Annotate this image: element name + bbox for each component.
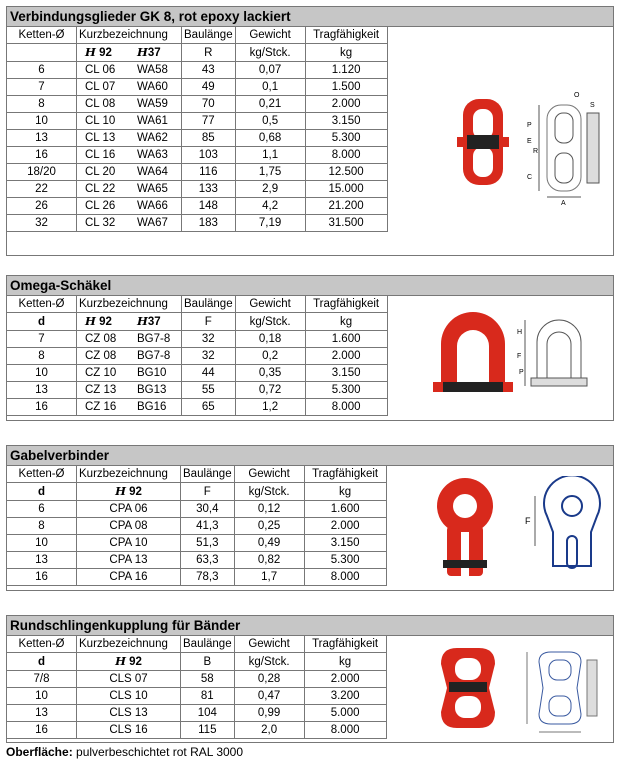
table-row <box>7 130 388 147</box>
cell-b: 41,3 <box>181 518 235 535</box>
cell-t: 1.120 <box>305 62 387 79</box>
cell-d: 7/8 <box>7 671 77 688</box>
brand-symbol-icon: H <box>137 45 148 59</box>
cell-k1: CL 08 <box>85 98 116 110</box>
table-header-row <box>7 27 388 44</box>
section-title: Gabelverbinder <box>6 445 614 465</box>
cell-k2: BG16 <box>137 401 167 413</box>
header-cell: Tragfähigkeit <box>304 466 386 483</box>
cell-k1: CPA 06 <box>77 501 181 518</box>
header-cell: Kurzbezeichnung <box>77 636 181 653</box>
cell-d: 13 <box>7 382 77 399</box>
cell-g: 4,2 <box>235 198 305 215</box>
cell-b: 32 <box>182 331 236 348</box>
round-sling-coupling-diagram <box>527 652 597 732</box>
table-row <box>7 215 388 232</box>
header-cell: d <box>7 313 77 331</box>
section-title: Rundschlingenkupplung für Bänder <box>6 615 614 635</box>
table-row <box>7 164 388 181</box>
cell-k1: CLS 07 <box>77 671 181 688</box>
cell-d: 13 <box>7 130 77 147</box>
cell-b: 49 <box>182 79 236 96</box>
cell-b: 65 <box>182 399 236 416</box>
header-cell: Gewicht <box>235 296 305 313</box>
cell-b: 183 <box>182 215 236 232</box>
cell-k2: BG7-8 <box>137 350 171 362</box>
header-cell: Gewicht <box>234 466 304 483</box>
omega-shackle-diagram <box>517 320 587 386</box>
table-row <box>7 62 388 79</box>
clevis-connector-photo <box>437 478 493 576</box>
header-cell: kg <box>305 44 387 62</box>
cell-t: 5.300 <box>305 382 387 399</box>
table-row <box>7 382 388 399</box>
cell-k1: CL 20 <box>85 166 116 178</box>
cell-d: 6 <box>7 501 77 518</box>
cell-b: 55 <box>182 382 236 399</box>
cell-g: 7,19 <box>235 215 305 232</box>
svg-text:E: E <box>527 138 532 145</box>
cell-t: 1.500 <box>305 79 387 96</box>
cell-t: 2.000 <box>305 348 387 365</box>
cell-k1: CZ 08 <box>85 350 117 362</box>
table-row <box>7 688 387 705</box>
cell-d: 7 <box>7 79 77 96</box>
cell-b: 43 <box>182 62 236 79</box>
cell-d: 6 <box>7 62 77 79</box>
table-subheader-row: d H 92 F kg/Stck. kg <box>7 483 387 501</box>
header-cell: Tragfähigkeit <box>304 636 386 653</box>
cell-b: 103 <box>182 147 236 164</box>
table-row <box>7 535 387 552</box>
cell-b: 51,3 <box>181 535 235 552</box>
cell-t: 3.150 <box>305 365 387 382</box>
cell-g: 0,21 <box>235 96 305 113</box>
cell-g: 1,7 <box>234 569 304 586</box>
cell-d: 8 <box>7 348 77 365</box>
cell-d: 7 <box>7 331 77 348</box>
cell-t: 2.000 <box>304 671 386 688</box>
cell-t: 1.600 <box>304 501 386 518</box>
cell-k1: CPA 08 <box>77 518 181 535</box>
header-cell: F <box>182 313 236 331</box>
cell-k2: WA61 <box>137 115 168 127</box>
cell-b: 115 <box>181 722 235 739</box>
cell-k1: CLS 10 <box>77 688 181 705</box>
cell-d: 16 <box>7 147 77 164</box>
cell-g: 0,1 <box>235 79 305 96</box>
cell-g: 0,35 <box>235 365 305 382</box>
svg-text:S: S <box>590 102 595 109</box>
section-gabelverbinder <box>6 445 614 591</box>
header-cell: Gewicht <box>235 27 305 44</box>
cell-g: 0,99 <box>234 705 304 722</box>
cell-k1: CZ 08 <box>85 333 117 345</box>
cell-g: 0,25 <box>234 518 304 535</box>
cell-d: 10 <box>7 365 77 382</box>
table-subheader-row: d H 92 H37 F kg/Stck. kg <box>7 313 388 331</box>
cell-d: 16 <box>7 399 77 416</box>
cell-k2: WA65 <box>137 183 168 195</box>
svg-text:O: O <box>574 92 580 99</box>
connecting-link-photo <box>457 99 509 185</box>
cell-g: 0,49 <box>234 535 304 552</box>
cell-b: 32 <box>182 348 236 365</box>
table-row <box>7 705 387 722</box>
header-cell: F <box>181 483 235 501</box>
cell-k1: CL 06 <box>85 64 116 76</box>
cell-g: 1,1 <box>235 147 305 164</box>
table-header-row <box>7 296 388 313</box>
section-rundschlingenkupplung <box>6 615 614 743</box>
svg-text:F: F <box>517 353 522 360</box>
cell-k2: WA64 <box>137 166 168 178</box>
cell-g: 0,82 <box>234 552 304 569</box>
header-cell: kg/Stck. <box>235 313 305 331</box>
cell-b: 85 <box>182 130 236 147</box>
svg-text:R: R <box>533 148 539 155</box>
header-cell: kg <box>305 313 387 331</box>
table-row <box>7 96 388 113</box>
cell-k2: BG10 <box>137 367 167 379</box>
cell-t: 3.150 <box>305 113 387 130</box>
header-cell: Tragfähigkeit <box>305 27 387 44</box>
svg-text:A: A <box>561 200 566 207</box>
cell-t: 21.200 <box>305 198 387 215</box>
header-cell: Baulänge <box>181 466 235 483</box>
table-row <box>7 501 387 518</box>
section-title: Verbindungsglieder GK 8, rot epoxy lackiert <box>6 6 614 26</box>
brand-symbol-icon: H <box>115 654 126 668</box>
header-cell: kg <box>304 653 386 671</box>
cell-k1: CL 22 <box>85 183 116 195</box>
cell-k1: CZ 13 <box>85 384 117 396</box>
cell-d: 8 <box>7 96 77 113</box>
header-cell: kg/Stck. <box>235 44 305 62</box>
cell-k2: WA63 <box>137 149 168 161</box>
cell-b: 116 <box>182 164 236 181</box>
cell-k1: CPA 10 <box>77 535 181 552</box>
svg-text:H: H <box>517 329 523 336</box>
product-table <box>6 26 388 232</box>
cell-d: 10 <box>7 535 77 552</box>
cell-g: 0,18 <box>235 331 305 348</box>
cell-d: 10 <box>7 113 77 130</box>
section-title: Omega-Schäkel <box>6 275 614 295</box>
table-row <box>7 331 388 348</box>
cell-g: 0,5 <box>235 113 305 130</box>
cell-k1: CLS 16 <box>77 722 181 739</box>
cell-g: 1,2 <box>235 399 305 416</box>
cell-d: 13 <box>7 552 77 569</box>
cell-g: 0,12 <box>234 501 304 518</box>
connecting-link-diagram <box>527 92 599 207</box>
table-row <box>7 722 387 739</box>
round-sling-coupling-photo <box>441 648 495 728</box>
cell-k1: CL 26 <box>85 200 116 212</box>
cell-k1: CPA 16 <box>77 569 181 586</box>
omega-shackle-photo <box>433 312 513 392</box>
table-header-row <box>7 466 387 483</box>
product-images <box>427 476 611 588</box>
cell-k2: WA66 <box>137 200 168 212</box>
clevis-connector-diagram <box>525 476 600 568</box>
cell-d: 8 <box>7 518 77 535</box>
cell-d: 32 <box>7 215 77 232</box>
cell-k1: CL 13 <box>85 132 116 144</box>
cell-k2: BG13 <box>137 384 167 396</box>
cell-t: 2.000 <box>305 96 387 113</box>
cell-g: 0,28 <box>234 671 304 688</box>
cell-k1: CLS 13 <box>77 705 181 722</box>
cell-d: 26 <box>7 198 77 215</box>
header-cell: kg/Stck. <box>234 483 304 501</box>
header-cell: Kurzbezeichnung <box>77 296 182 313</box>
cell-t: 5.300 <box>305 130 387 147</box>
svg-text:C: C <box>527 174 533 181</box>
surface-text: pulverbeschichtet rot RAL 3000 <box>72 745 244 759</box>
header-cell: kg/Stck. <box>234 653 304 671</box>
header-cell: Tragfähigkeit <box>305 296 387 313</box>
section-omega-schaekel <box>6 275 614 421</box>
table-header-row <box>7 636 387 653</box>
cell-k1: CL 07 <box>85 81 116 93</box>
header-cell: B <box>181 653 235 671</box>
header-cell: Kurzbezeichnung <box>77 466 181 483</box>
table-row <box>7 181 388 198</box>
table-row <box>7 198 388 215</box>
cell-t: 3.150 <box>304 535 386 552</box>
header-cell: Kurzbezeichnung <box>77 27 182 44</box>
cell-d: 10 <box>7 688 77 705</box>
cell-k2: WA60 <box>137 81 168 93</box>
product-images <box>447 87 611 207</box>
cell-k2: WA59 <box>137 98 168 110</box>
brand-symbol-icon: H <box>85 45 96 59</box>
cell-t: 15.000 <box>305 181 387 198</box>
cell-b: 148 <box>182 198 236 215</box>
brand-symbol-icon: H <box>85 314 96 328</box>
cell-k2: WA62 <box>137 132 168 144</box>
header-cell: Ketten-Ø <box>7 296 77 313</box>
cell-g: 0,2 <box>235 348 305 365</box>
table-row <box>7 365 388 382</box>
cell-b: 70 <box>182 96 236 113</box>
cell-k1: CL 16 <box>85 149 116 161</box>
cell-t: 5.000 <box>304 705 386 722</box>
table-row <box>7 552 387 569</box>
cell-t: 5.300 <box>304 552 386 569</box>
cell-k1: CZ 10 <box>85 367 117 379</box>
cell-t: 8.000 <box>305 147 387 164</box>
table-row <box>7 348 388 365</box>
table-row <box>7 113 388 130</box>
cell-t: 31.500 <box>305 215 387 232</box>
cell-g: 0,72 <box>235 382 305 399</box>
cell-k1: CL 32 <box>85 217 116 229</box>
table-row <box>7 569 387 586</box>
header-cell: Baulänge <box>182 27 236 44</box>
surface-note <box>6 745 243 759</box>
cell-k1: CZ 16 <box>85 401 117 413</box>
cell-g: 2,0 <box>234 722 304 739</box>
cell-t: 8.000 <box>305 399 387 416</box>
header-cell <box>7 44 77 62</box>
cell-g: 2,9 <box>235 181 305 198</box>
product-table <box>6 465 387 586</box>
table-row <box>7 399 388 416</box>
cell-d: 22 <box>7 181 77 198</box>
cell-g: 0,68 <box>235 130 305 147</box>
svg-text:P: P <box>519 369 524 376</box>
table-row <box>7 79 388 96</box>
table-row <box>7 671 387 688</box>
table-row <box>7 147 388 164</box>
cell-b: 44 <box>182 365 236 382</box>
header-cell: Baulänge <box>181 636 235 653</box>
header-cell: Ketten-Ø <box>7 636 77 653</box>
cell-b: 58 <box>181 671 235 688</box>
cell-g: 1,75 <box>235 164 305 181</box>
header-cell: d <box>7 483 77 501</box>
product-table <box>6 295 388 416</box>
cell-k2: WA58 <box>137 64 168 76</box>
product-images <box>427 644 611 740</box>
brand-symbol-icon: H <box>137 314 148 328</box>
cell-b: 81 <box>181 688 235 705</box>
cell-k1: CL 10 <box>85 115 116 127</box>
header-cell: Ketten-Ø <box>7 466 77 483</box>
header-cell: Gewicht <box>234 636 304 653</box>
product-table <box>6 635 387 739</box>
surface-label: Oberfläche: <box>6 745 73 759</box>
cell-d: 13 <box>7 705 77 722</box>
header-cell: R <box>182 44 236 62</box>
cell-t: 1.600 <box>305 331 387 348</box>
cell-d: 16 <box>7 722 77 739</box>
header-cell: Baulänge <box>182 296 236 313</box>
cell-k2: BG7-8 <box>137 333 171 345</box>
header-cell: Ketten-Ø <box>7 27 77 44</box>
cell-b: 104 <box>181 705 235 722</box>
cell-g: 0,07 <box>235 62 305 79</box>
section-verbindungsglieder <box>6 6 614 256</box>
cell-b: 63,3 <box>181 552 235 569</box>
header-cell: kg <box>304 483 386 501</box>
cell-d: 16 <box>7 569 77 586</box>
brand-symbol-icon: H <box>115 484 126 498</box>
table-subheader-row: H 92 H37 R kg/Stck. kg <box>7 44 388 62</box>
cell-t: 8.000 <box>304 569 386 586</box>
table-row <box>7 518 387 535</box>
cell-t: 3.200 <box>304 688 386 705</box>
cell-k1: CPA 13 <box>77 552 181 569</box>
cell-b: 78,3 <box>181 569 235 586</box>
svg-text:P: P <box>527 122 532 129</box>
table-subheader-row: d H 92 B kg/Stck. kg <box>7 653 387 671</box>
cell-b: 133 <box>182 181 236 198</box>
cell-b: 77 <box>182 113 236 130</box>
cell-d: 18/20 <box>7 164 77 181</box>
header-cell: d <box>7 653 77 671</box>
cell-b: 30,4 <box>181 501 235 518</box>
cell-g: 0,47 <box>234 688 304 705</box>
svg-text:F: F <box>525 516 531 526</box>
cell-t: 12.500 <box>305 164 387 181</box>
cell-t: 2.000 <box>304 518 386 535</box>
cell-k2: WA67 <box>137 217 168 229</box>
product-images <box>427 304 611 414</box>
cell-t: 8.000 <box>304 722 386 739</box>
